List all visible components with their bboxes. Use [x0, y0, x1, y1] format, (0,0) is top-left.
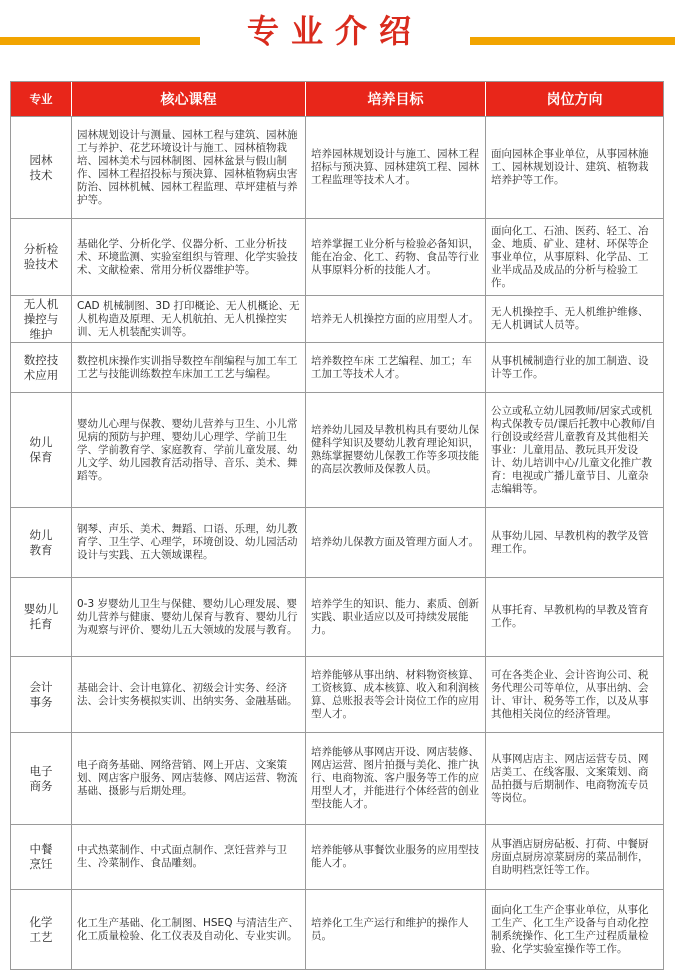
career-cell	[486, 890, 663, 969]
goal-cell-text: 培养幼儿园及早教机构具有要幼儿保健科学知识及婴幼儿教育理论知识，熟练掌握婴幼儿保教工作等多项技能的高层次教师及保教人员。	[311, 424, 479, 475]
career-cell	[486, 219, 663, 295]
column-header-goal: 培养目标	[306, 82, 486, 116]
career-cell-text: 公立或私立幼儿园教师/居家式或机构式保教专员/课后托教中心教师/自行创设或经营儿童教育及其他相关事业：儿童用品、教玩具开发设计、幼儿培训中心/儿童文化推广教育：电视或广播儿童节目、儿童杂志编辑等。	[491, 404, 656, 495]
career-cell-text: 从事托育、早教机构的早教及管育工作。	[491, 604, 649, 629]
courses-cell-text: 化工生产基础、化工制图、HSEQ 与清洁生产、化工质量检验、化工仪表及自动化、专业实训。	[77, 916, 299, 942]
page-title: 专业介绍	[246, 12, 423, 50]
major-cell-text: 幼儿 保育	[29, 435, 53, 464]
career-cell	[486, 296, 663, 342]
courses-cell-text: 婴幼儿心理与保教、婴幼儿营养与卫生、小儿常见病的预防与护理、婴幼儿心理学、学前卫生学、学前教育学、家庭教育、学前儿童发展、幼儿文学、幼儿园教育活动指导、音乐、美术、舞蹈等。	[77, 417, 298, 482]
courses-cell	[72, 296, 306, 342]
table-row	[11, 392, 663, 507]
career-cell-text: 无人机操控手、无人机维护维修、无人机调试人员等。	[491, 306, 649, 331]
majors-table	[10, 81, 664, 970]
page-header	[0, 0, 675, 62]
goal-cell	[306, 657, 486, 732]
career-cell	[486, 578, 663, 656]
career-cell-text: 从事机械制造行业的加工制造、设计等工作。	[491, 354, 649, 380]
courses-cell-text: 园林规划设计与测量、园林工程与建筑、园林施工与养护、花艺环境设计与施工、园林植物栽培、园林美术与园林制图、园林盆景与假山制作、园林工程招投标与预决算、园林植物病虫害防治、园林机械、园林工程监理、草坪建植与养护等。	[77, 128, 298, 206]
table-row	[11, 295, 663, 342]
major-cell-text: 数控技 术应用	[23, 352, 59, 382]
goal-cell-text: 培养掌握工业分析与检验必备知识，能在冶金、化工、药物、食品等行业从事原料分析的技能人才。	[311, 237, 479, 276]
courses-cell-text: 基础化学、分析化学、仪器分析、工业分析技术、环境监测、实验室组织与管理、化学实验技术、文献检索、常用分析仪器维护等。	[77, 237, 298, 276]
major-cell-text: 幼儿 教育	[29, 527, 53, 557]
courses-cell	[72, 117, 306, 218]
goal-cell-text: 培养能够从事出纳、材料物资核算、工资核算、成本核算、收入和利润核算、总账报表等会计岗位工作的应用型人才。	[311, 668, 479, 720]
goal-cell	[306, 117, 486, 218]
goal-cell-text: 培养化工生产运行和维护的操作人员。	[311, 916, 469, 942]
table-row	[11, 577, 663, 656]
major-cell-text: 婴幼儿 托育	[23, 602, 59, 631]
major-cell	[11, 578, 72, 656]
table-row	[11, 889, 663, 969]
goal-cell	[306, 296, 486, 342]
major-cell	[11, 219, 72, 295]
major-cell	[11, 657, 72, 732]
goal-cell	[306, 219, 486, 295]
major-cell-text: 会计 事务	[29, 679, 53, 709]
goal-cell-text: 培养能够从事餐饮业服务的应用型技能人才。	[311, 844, 479, 869]
goal-cell	[306, 343, 486, 392]
career-cell	[486, 508, 663, 577]
career-cell-text: 面向化工、石油、医药、轻工、冶金、地质、矿业、建材、环保等企事业单位，从事原料、化学品、工业半成品及成品的分析与检验工作。	[491, 224, 649, 289]
major-cell	[11, 890, 72, 969]
table-row	[11, 218, 663, 295]
major-cell	[11, 508, 72, 577]
goal-cell	[306, 578, 486, 656]
major-cell	[11, 825, 72, 889]
courses-cell-text: 中式热菜制作、中式面点制作、烹饪营养与卫生、冷菜制作、食品雕刻。	[77, 844, 287, 869]
goal-cell-text: 培养无人机操控方面的应用型人才。	[311, 312, 479, 325]
career-cell	[486, 393, 663, 507]
courses-cell-text: 基础会计、会计电算化、初级会计实务、经济法、会计实务模拟实训、出纳实务、金融基础。	[77, 681, 298, 707]
courses-cell	[72, 508, 306, 577]
major-cell	[11, 296, 72, 342]
table-body	[11, 116, 663, 969]
courses-cell	[72, 578, 306, 656]
career-cell-text: 面向园林企事业单位，从事园林施工、园林规划设计、建筑、植物栽培养护等工作。	[491, 148, 649, 186]
goal-cell	[306, 733, 486, 824]
courses-cell-text: 钢琴、声乐、美术、舞蹈、口语、乐理，幼儿教育学、卫生学、心理学，环境创设、幼儿园活动设计与实践、五大领域课程。	[77, 523, 298, 561]
goal-cell	[306, 393, 486, 507]
column-header-courses: 核心课程	[72, 82, 306, 116]
major-cell-text: 化学 工艺	[29, 914, 53, 944]
major-cell-text: 无人机 操控与 维护	[23, 296, 59, 341]
major-cell-text: 园林 技术	[29, 152, 53, 182]
major-cell-text: 分析检 验技术	[23, 242, 59, 271]
table-row	[11, 656, 663, 732]
career-cell-text: 从事酒店厨房砧板、打荷、中餐厨房面点厨房凉菜厨房的菜品制作，自助明档烹饪等工作。	[491, 837, 649, 876]
courses-cell	[72, 343, 306, 392]
table-row	[11, 116, 663, 218]
courses-cell	[72, 219, 306, 295]
career-cell	[486, 825, 663, 889]
career-cell-text: 面向化工生产企事业单位，从事化工生产、化工生产设备与自动化控制系统操作、化工生产过程质量检验、化学实验室操作等工作。	[491, 903, 649, 955]
table-row	[11, 732, 663, 824]
courses-cell	[72, 733, 306, 824]
table-row	[11, 342, 663, 392]
courses-cell	[72, 393, 306, 507]
career-cell-text: 从事幼儿园、早教机构的教学及管理工作。	[491, 529, 649, 555]
career-cell	[486, 733, 663, 824]
major-cell	[11, 343, 72, 392]
courses-cell-text: 数控机床操作实训指导数控车削编程与加工车工工艺与技能训练数控车床加工工艺与编程。	[77, 354, 298, 380]
major-cell	[11, 733, 72, 824]
header-bar-left	[0, 37, 200, 45]
courses-cell-text: 电子商务基础、网络营销、网上开店、文案策划、网店客户服务、网店装修、网店运营、物流基础、摄影与后期处理。	[77, 759, 298, 797]
goal-cell-text: 培养学生的知识、能力、素质、创新实践、职业适应以及可持续发展能力。	[311, 597, 479, 636]
goal-cell	[306, 890, 486, 969]
major-cell	[11, 393, 72, 507]
column-header-major: 专业	[11, 82, 72, 116]
goal-cell-text: 培养数控车床 工艺编程、加工；车工加工等技术人才。	[311, 354, 472, 380]
courses-cell	[72, 825, 306, 889]
goal-cell-text: 培养能够从事网店开设、网店装修、网店运营、图片拍摄与美化、推广执行、电商物流、客户服务等工作的应用型人才，并能进行个体经营的创业型技能人才。	[311, 746, 479, 810]
major-cell	[11, 117, 72, 218]
column-header-career: 岗位方向	[546, 92, 603, 108]
table-row	[11, 507, 663, 577]
career-cell-text: 可在各类企业、会计咨询公司、税务代理公司等单位，从事出纳、会计、审计、税务等工作，以及从事其他相关岗位的经济管理。	[491, 668, 649, 720]
header-bar-right	[470, 37, 675, 45]
career-cell	[486, 343, 663, 392]
goal-cell-text: 培养幼儿保教方面及管理方面人才。	[311, 536, 479, 548]
career-cell-text: 从事网店店主、网店运营专员、网店美工、在线客服、文案策划、商品拍摄与后期制作、电商物流专员等岗位。	[491, 752, 649, 804]
table-row	[11, 824, 663, 889]
goal-cell	[306, 508, 486, 577]
courses-cell-text: CAD 机械制图、3D 打印概论、无人机概论、无人机构造及原理、无人机航拍、无人机操控实训、无人机装配实训等。	[77, 299, 300, 338]
table-header	[11, 82, 663, 116]
courses-cell	[72, 890, 306, 969]
career-cell	[486, 657, 663, 732]
major-cell-text: 电子 商务	[29, 763, 53, 793]
courses-cell-text: 0-3 岁婴幼儿卫生与保健、婴幼儿心理发展、婴幼儿营养与健康、婴幼儿保育与教育、婴幼儿行为观察与评价、婴幼儿五大领域的发展与教育。	[77, 597, 298, 636]
major-cell-text: 中餐 烹饪	[29, 842, 53, 871]
courses-cell	[72, 657, 306, 732]
goal-cell-text: 培养园林规划设计与施工、园林工程招标与预决算、园林建筑工程、园林工程监理等技术人才。	[311, 148, 479, 186]
goal-cell	[306, 825, 486, 889]
career-cell	[486, 117, 663, 218]
